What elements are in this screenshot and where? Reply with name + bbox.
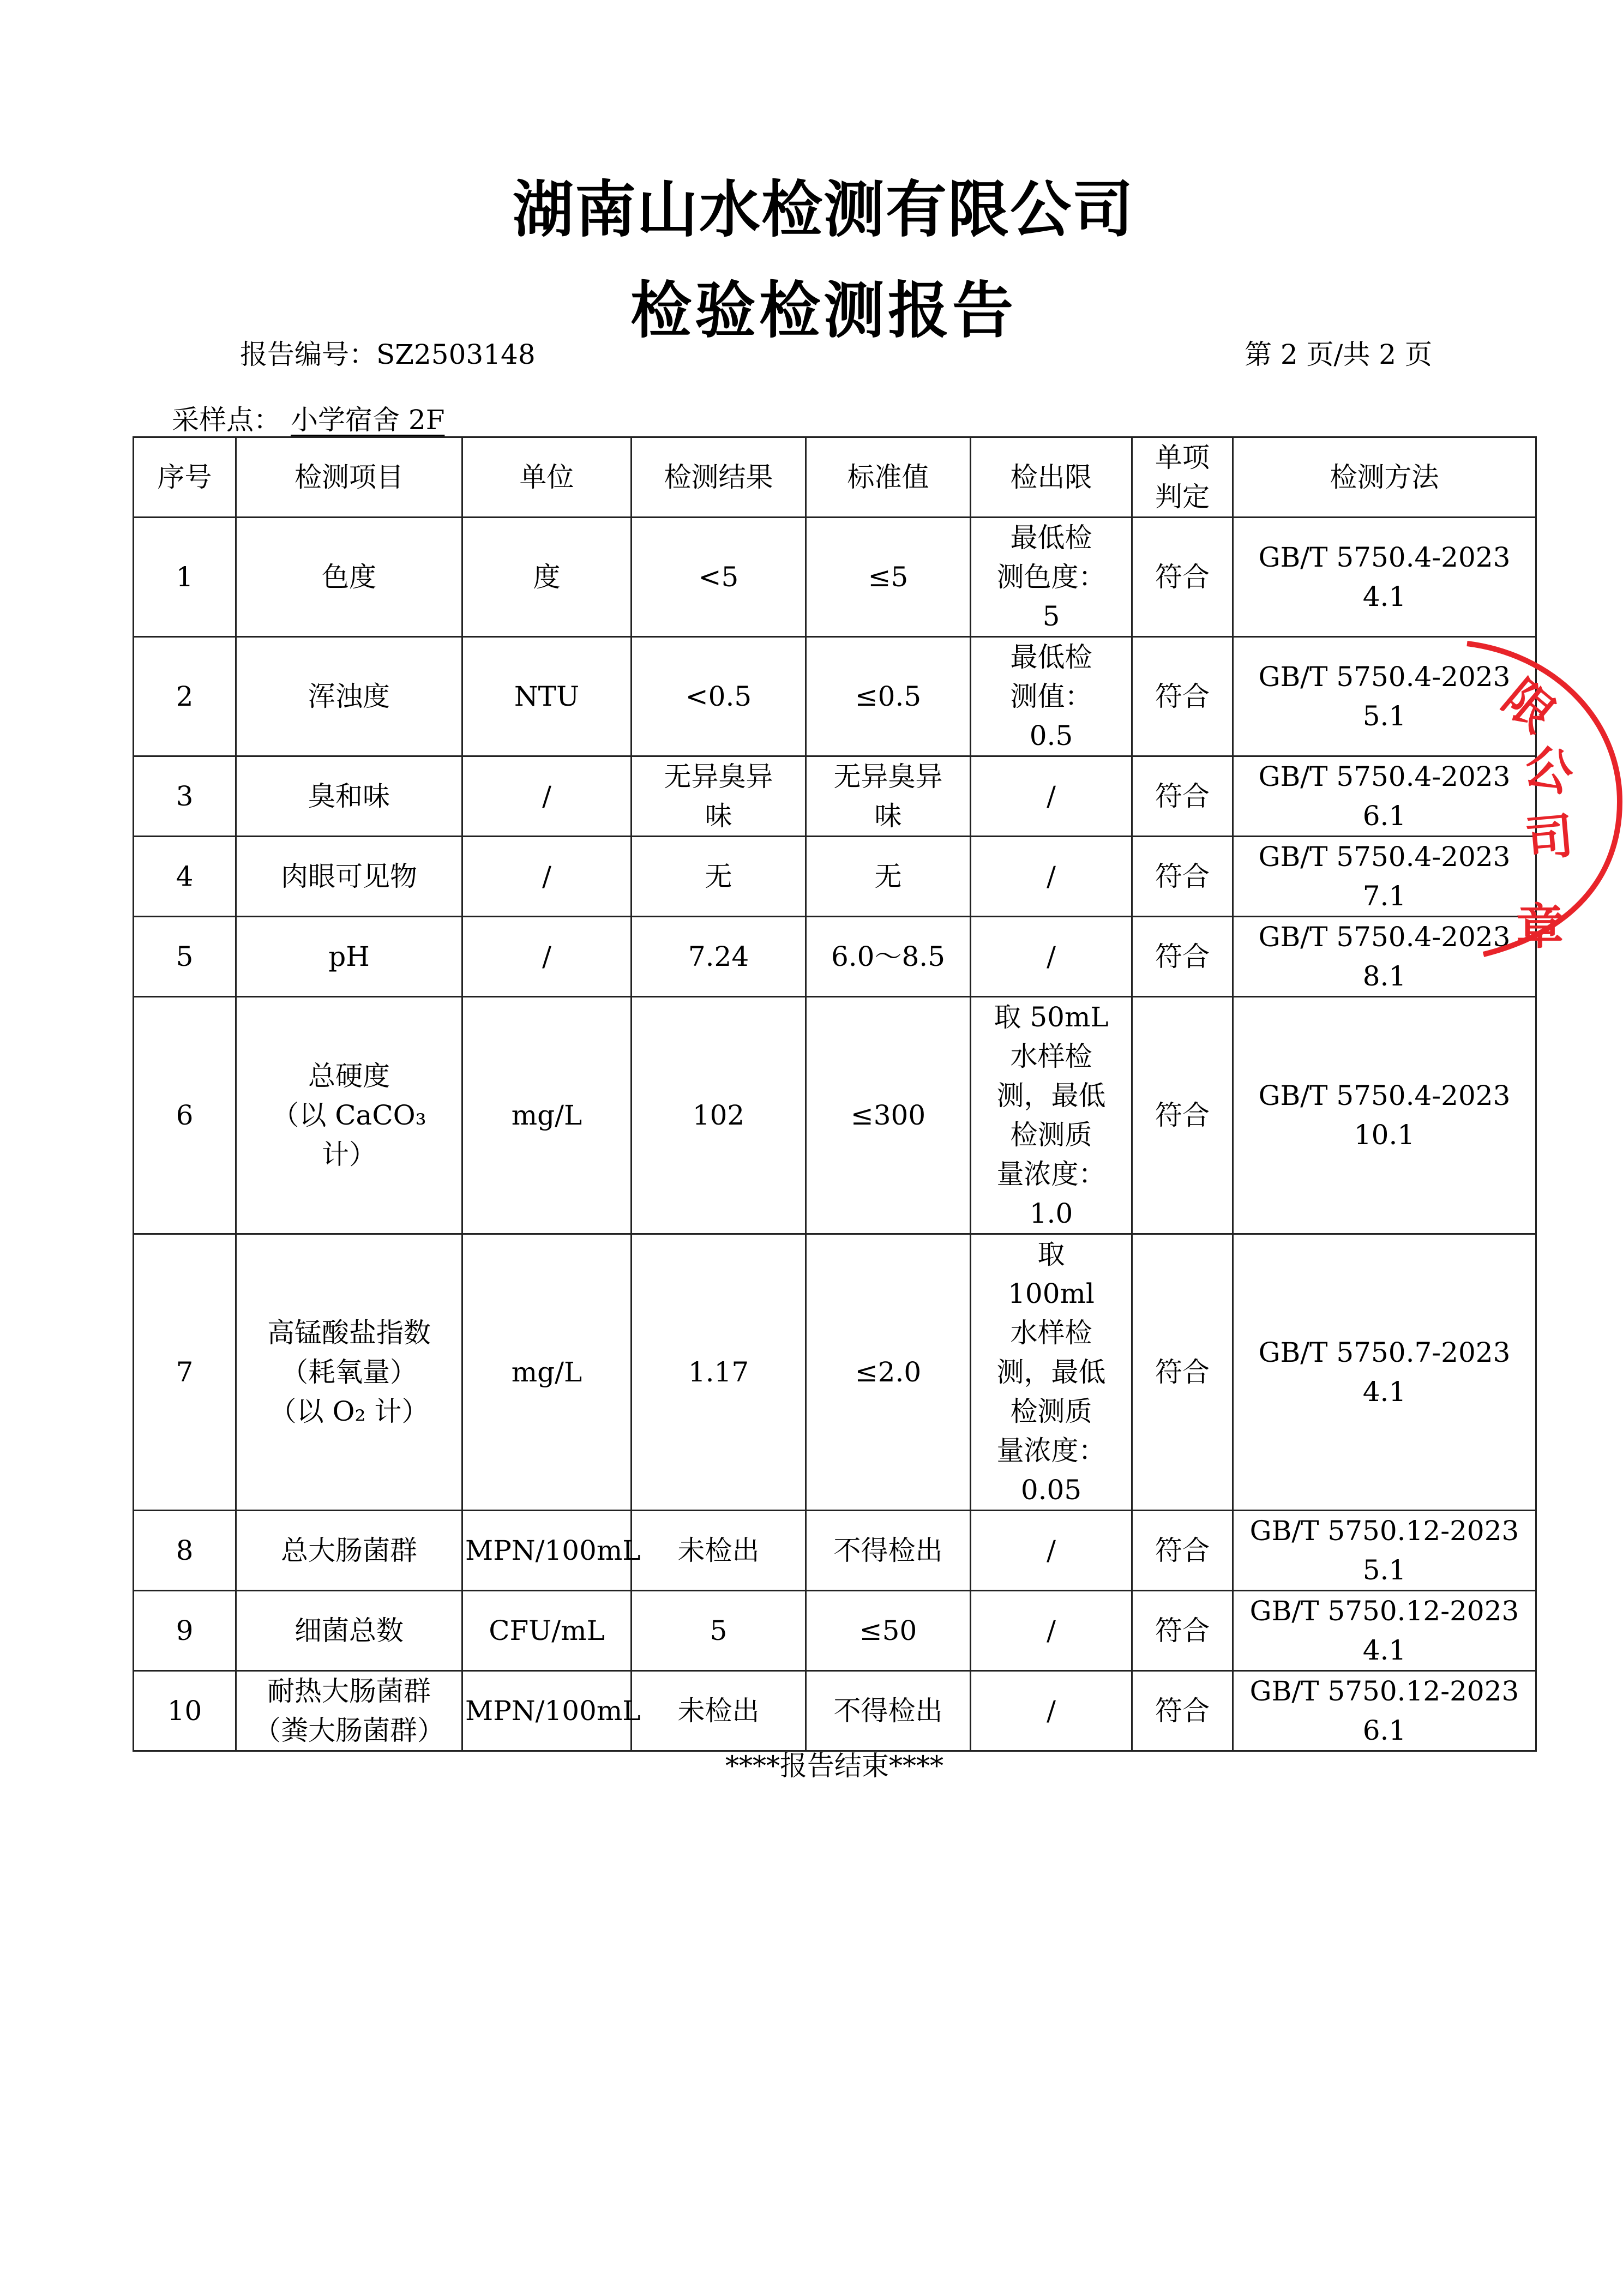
cell-unit: / <box>462 756 632 837</box>
cell-method: GB/T 5750.4-2023 4.1 <box>1233 518 1536 637</box>
results-table <box>133 436 1537 1752</box>
cell-judgement: 符合 <box>1132 1591 1233 1671</box>
cell-item: 细菌总数 <box>236 1591 462 1671</box>
cell-no: 9 <box>134 1591 236 1671</box>
table-header-row <box>134 437 1536 518</box>
cell-judgement: 符合 <box>1132 637 1233 756</box>
cell-unit: MPN/100mL <box>462 1511 632 1591</box>
cell-judgement: 符合 <box>1132 997 1233 1234</box>
seal-char: 章 <box>1516 899 1565 955</box>
cell-method: GB/T 5750.4-2023 6.1 <box>1233 756 1536 837</box>
cell-result: <0.5 <box>632 637 806 756</box>
cell-unit: / <box>462 837 632 917</box>
cell-standard: ≤50 <box>806 1591 971 1671</box>
header-method: 检测方法 <box>1233 437 1536 518</box>
cell-item: 浑浊度 <box>236 637 462 756</box>
cell-judgement: 符合 <box>1132 518 1233 637</box>
seal-char: 司 <box>1523 807 1576 868</box>
cell-unit: mg/L <box>462 1234 632 1511</box>
table-row <box>134 518 1536 637</box>
seal-char: 公 <box>1518 736 1580 804</box>
cell-no: 7 <box>134 1234 236 1511</box>
cell-standard: ≤0.5 <box>806 637 971 756</box>
cell-result: 102 <box>632 997 806 1234</box>
seal-char: 限 <box>1492 669 1566 743</box>
cell-standard: 无 <box>806 837 971 917</box>
cell-result: 未检出 <box>632 1511 806 1591</box>
cell-limit: 最低检 测值： 0.5 <box>971 637 1132 756</box>
header-result: 检测结果 <box>632 437 806 518</box>
cell-result: 无异臭异 味 <box>632 756 806 837</box>
cell-result: 5 <box>632 1591 806 1671</box>
cell-unit: mg/L <box>462 997 632 1234</box>
page-info: 第 2 页/共 2 页 <box>1244 339 1432 370</box>
cell-standard: ≤5 <box>806 518 971 637</box>
cell-no: 8 <box>134 1511 236 1591</box>
table-row <box>134 1511 1536 1591</box>
report-number <box>240 333 536 372</box>
cell-method: GB/T 5750.12-2023 5.1 <box>1233 1511 1536 1591</box>
cell-judgement: 符合 <box>1132 1671 1233 1751</box>
cell-limit: / <box>971 1671 1132 1751</box>
cell-method: GB/T 5750.12-2023 4.1 <box>1233 1591 1536 1671</box>
cell-no: 3 <box>134 756 236 837</box>
table-row <box>134 1671 1536 1751</box>
cell-no: 5 <box>134 917 236 997</box>
cell-item: 色度 <box>236 518 462 637</box>
cell-standard: ≤2.0 <box>806 1234 971 1511</box>
cell-method: GB/T 5750.4-2023 5.1 <box>1233 637 1536 756</box>
table-row <box>134 1591 1536 1671</box>
cell-item: 肉眼可见物 <box>236 837 462 917</box>
cell-result: 未检出 <box>632 1671 806 1751</box>
header-unit: 单位 <box>462 437 632 518</box>
cell-limit: 最低检 测色度： 5 <box>971 518 1132 637</box>
sampling-value: 小学宿舍 2F <box>291 404 445 436</box>
cell-no: 6 <box>134 997 236 1234</box>
cell-unit: MPN/100mL <box>462 1671 632 1751</box>
cell-result: 7.24 <box>632 917 806 997</box>
report-number-label: 报告编号： <box>240 339 376 370</box>
cell-limit: 取 50mL 水样检 测，最低 检测质 量浓度： 1.0 <box>971 997 1132 1234</box>
sampling-label: 采样点： <box>172 404 281 436</box>
cell-no: 4 <box>134 837 236 917</box>
cell-item: 臭和味 <box>236 756 462 837</box>
cell-method: GB/T 5750.4-2023 7.1 <box>1233 837 1536 917</box>
header-judgement: 单项 判定 <box>1132 437 1233 518</box>
table-row <box>134 917 1536 997</box>
cell-method: GB/T 5750.12-2023 6.1 <box>1233 1671 1536 1751</box>
header-limit: 检出限 <box>971 437 1132 518</box>
cell-no: 2 <box>134 637 236 756</box>
company-title: 湖南山水检测有限公司 <box>513 175 1134 245</box>
cell-limit: / <box>971 1511 1132 1591</box>
cell-standard: 6.0～8.5 <box>806 917 971 997</box>
cell-unit: CFU/mL <box>462 1591 632 1671</box>
cell-unit: 度 <box>462 518 632 637</box>
cell-item: 总大肠菌群 <box>236 1511 462 1591</box>
cell-result: <5 <box>632 518 806 637</box>
cell-item: 高锰酸盐指数 （耗氧量） （以 O₂ 计） <box>236 1234 462 1511</box>
cell-method: GB/T 5750.4-2023 8.1 <box>1233 917 1536 997</box>
cell-item: 总硬度 （以 CaCO₃ 计） <box>236 997 462 1234</box>
cell-limit: / <box>971 1591 1132 1671</box>
cell-result: 1.17 <box>632 1234 806 1511</box>
cell-judgement: 符合 <box>1132 1234 1233 1511</box>
table-row <box>134 1234 1536 1511</box>
header-standard: 标准值 <box>806 437 971 518</box>
header-no: 序号 <box>134 437 236 518</box>
header-item: 检测项目 <box>236 437 462 518</box>
sampling-point <box>172 398 454 437</box>
cell-standard: 无异臭异 味 <box>806 756 971 837</box>
cell-method: GB/T 5750.4-2023 10.1 <box>1233 997 1536 1234</box>
cell-item: 耐热大肠菌群 （粪大肠菌群） <box>236 1671 462 1751</box>
cell-no: 10 <box>134 1671 236 1751</box>
cell-judgement: 符合 <box>1132 756 1233 837</box>
cell-limit: 取 100ml 水样检 测，最低 检测质 量浓度： 0.05 <box>971 1234 1132 1511</box>
cell-standard: 不得检出 <box>806 1511 971 1591</box>
cell-standard: ≤300 <box>806 997 971 1234</box>
cell-limit: / <box>971 837 1132 917</box>
cell-no: 1 <box>134 518 236 637</box>
report-title: 检验检测报告 <box>630 275 1017 346</box>
table-row <box>134 997 1536 1234</box>
cell-judgement: 符合 <box>1132 1511 1233 1591</box>
table-row <box>134 756 1536 837</box>
cell-limit: / <box>971 756 1132 837</box>
report-number-value: SZ2503148 <box>376 339 536 370</box>
cell-unit: NTU <box>462 637 632 756</box>
cell-result: 无 <box>632 837 806 917</box>
cell-standard: 不得检出 <box>806 1671 971 1751</box>
cell-judgement: 符合 <box>1132 917 1233 997</box>
cell-judgement: 符合 <box>1132 837 1233 917</box>
cell-method: GB/T 5750.7-2023 4.1 <box>1233 1234 1536 1511</box>
cell-unit: / <box>462 917 632 997</box>
cell-limit: / <box>971 917 1132 997</box>
table-row <box>134 637 1536 756</box>
cell-item: pH <box>236 917 462 997</box>
table-row <box>134 837 1536 917</box>
report-end-mark: ****报告结束**** <box>725 1750 943 1782</box>
